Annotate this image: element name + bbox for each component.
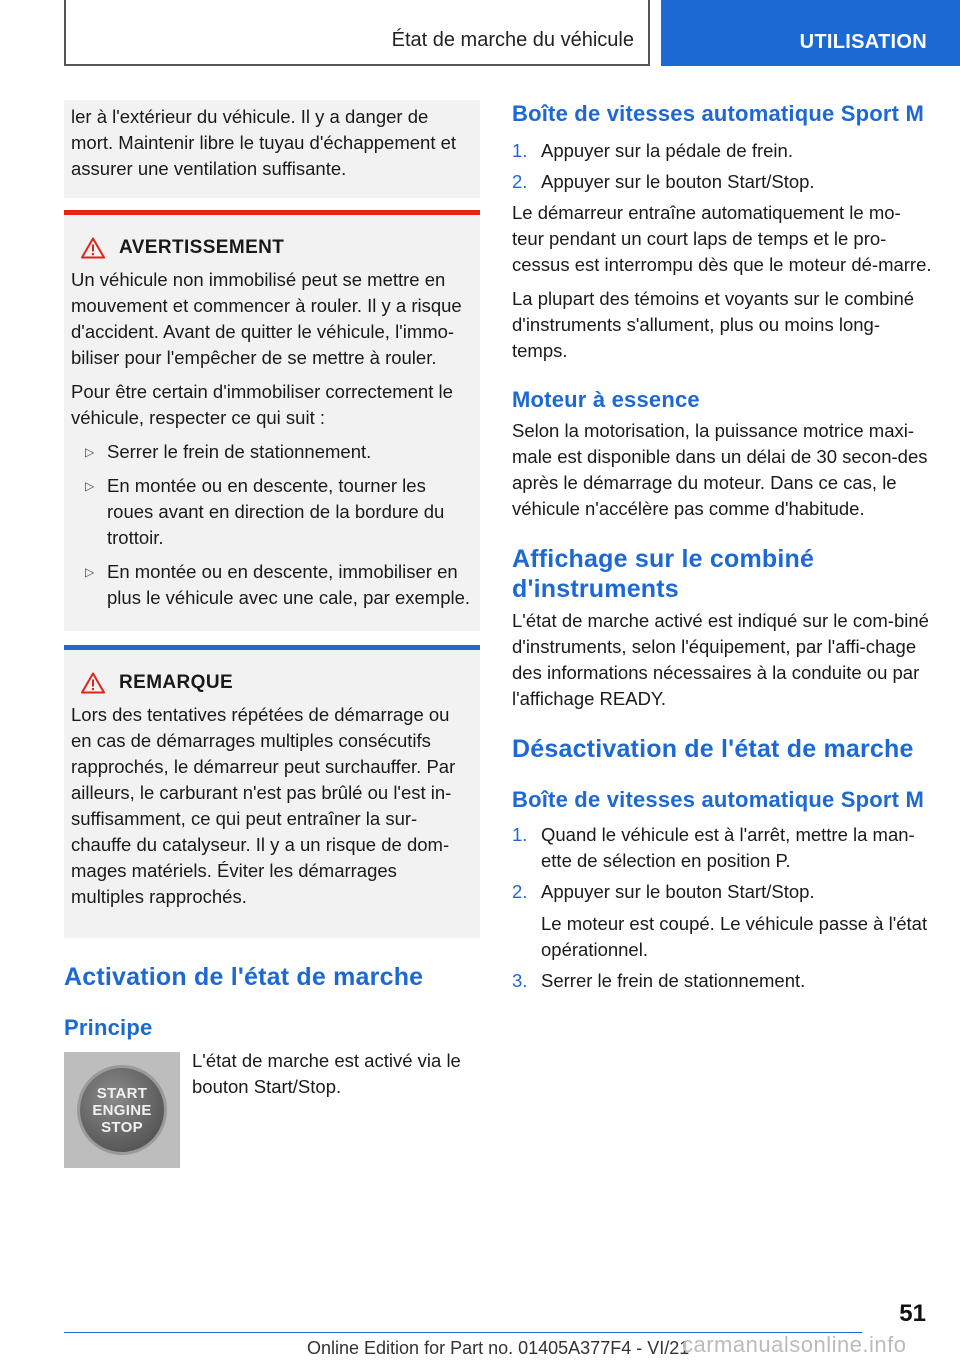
step-number: 3.	[512, 970, 528, 991]
steps-list-1	[512, 138, 932, 195]
section-title: État de marche du véhicule	[391, 29, 634, 51]
warning-title: AVERTISSEMENT	[119, 237, 285, 258]
step-item	[512, 968, 932, 994]
step-text: Serrer le frein de stationnement.	[541, 970, 806, 991]
auto-gearbox-heading-1: Boîte de vitesses automatique Sport M	[512, 101, 925, 126]
warning-paragraph-2: Pour être certain d'immobiliser correctement le véhicule, respecter ce qui suit :	[71, 381, 453, 428]
note-header	[71, 672, 474, 694]
note-box	[64, 645, 480, 938]
note-triangle-icon	[81, 672, 105, 694]
warning-triangle-icon	[81, 237, 105, 259]
warning-box	[64, 210, 480, 631]
right-column	[512, 100, 932, 999]
auto-gearbox-heading-2: Boîte de vitesses automatique Sport M	[512, 787, 925, 812]
step-number: 2.	[512, 881, 528, 902]
petrol-engine-heading: Moteur à essence	[512, 387, 700, 412]
display-paragraph: L'état de marche activé est indiqué sur le com-biné d'instruments, selon l'équipement, par l'affi-chage des informations nécessaires à la conduite ou par l'affichage READY.	[512, 610, 929, 709]
starter-paragraph: Le démarreur entraîne automatiquement le mo-teur pendant un court laps de temps et le pro-cessus est interrompu dès que le moteur dé-marre.	[512, 202, 932, 275]
start-stop-button-icon	[77, 1065, 167, 1155]
step-text: Quand le véhicule est à l'arrêt, mettre la man-ette de sélection en position P.	[541, 824, 915, 871]
left-column	[64, 100, 480, 1168]
page-number: 51	[899, 1300, 926, 1327]
step-item	[512, 169, 932, 195]
continued-warning-box	[64, 100, 480, 198]
note-text: Lors des tentatives répétées de démarrage ou en cas de démarrages multiples consécutifs rapprochés, le démarreur peut surchauffer. Par ailleurs, le carburant n'est pas brûlé ou l'est in-suffisamment, ce qui peut entraîner la sur-chauffe du catalyseur. Il y a un risque de dom-mages matériels. Éviter les démarrages multiples rapprochés.	[71, 704, 456, 907]
start-stop-button-image	[64, 1052, 180, 1168]
deactivation-heading: Désactivation de l'état de marche	[512, 735, 914, 763]
footer-edition: Online Edition for Part no. 01405A377F4 - VI/21	[307, 1338, 690, 1358]
note-title: REMARQUE	[119, 672, 234, 693]
step-result: Le moteur est coupé. Le véhicule passe à l'état opérationnel.	[541, 913, 928, 960]
list-item: ▷ En montée ou en descente, immobiliser en plus le véhicule avec une cale, par exemple.	[71, 559, 474, 611]
step-number: 1.	[512, 824, 528, 845]
warning-list	[71, 439, 474, 611]
list-item: ▷ En montée ou en descente, tourner les roues avant en direction de la bordure du trottoir.	[71, 473, 474, 551]
step-text: Appuyer sur le bouton Start/Stop.	[541, 881, 815, 902]
button-label-start: START	[96, 1084, 148, 1102]
step-item	[512, 879, 932, 963]
warning-header	[71, 237, 474, 259]
indicators-paragraph: La plupart des témoins et voyants sur le combiné d'instruments s'allument, plus ou moins long-temps.	[512, 288, 915, 361]
activation-heading: Activation de l'état de marche	[64, 963, 424, 991]
button-label-stop: STOP	[101, 1118, 143, 1136]
footer-watermark: carmanualsonline.info	[682, 1332, 907, 1357]
step-item	[512, 138, 932, 164]
step-text: Appuyer sur la pédale de frein.	[541, 140, 793, 161]
principe-row	[64, 1052, 480, 1168]
step-number: 1.	[512, 140, 528, 161]
list-item: ▷ Serrer le frein de stationnement.	[71, 439, 474, 465]
step-number: 2.	[512, 171, 528, 192]
petrol-engine-paragraph: Selon la motorisation, la puissance motrice maxi-male est disponible dans un délai de 30 secon-des après le démarrage du moteur. Dans ce cas, le véhicule n'accélère pas comme d'habitude.	[512, 420, 928, 519]
step-text: Appuyer sur le bouton Start/Stop.	[541, 171, 815, 192]
warning-paragraph-1: Un véhicule non immobilisé peut se mettre en mouvement et commencer à rouler. Il y a risque d'accident. Avant de quitter le véhicule, l'immo-biliser pour l'empêcher de se mettre à rouler.	[71, 269, 462, 368]
button-label-engine: ENGINE	[92, 1101, 152, 1119]
header-frame	[64, 0, 650, 66]
continued-warning-text: ler à l'extérieur du véhicule. Il y a danger de mort. Maintenir libre le tuyau d'échappement et assurer une ventilation suffisante.	[71, 106, 457, 179]
display-heading: Affichage sur le combiné d'instruments	[512, 545, 815, 603]
steps-list-2	[512, 822, 932, 994]
chapter-tab-label: UTILISATION	[799, 31, 927, 53]
principe-heading: Principe	[64, 1015, 153, 1040]
step-item	[512, 822, 932, 874]
chapter-tab	[661, 0, 960, 66]
principe-text: L'état de marche est activé via le bouton Start/Stop.	[192, 1050, 461, 1097]
